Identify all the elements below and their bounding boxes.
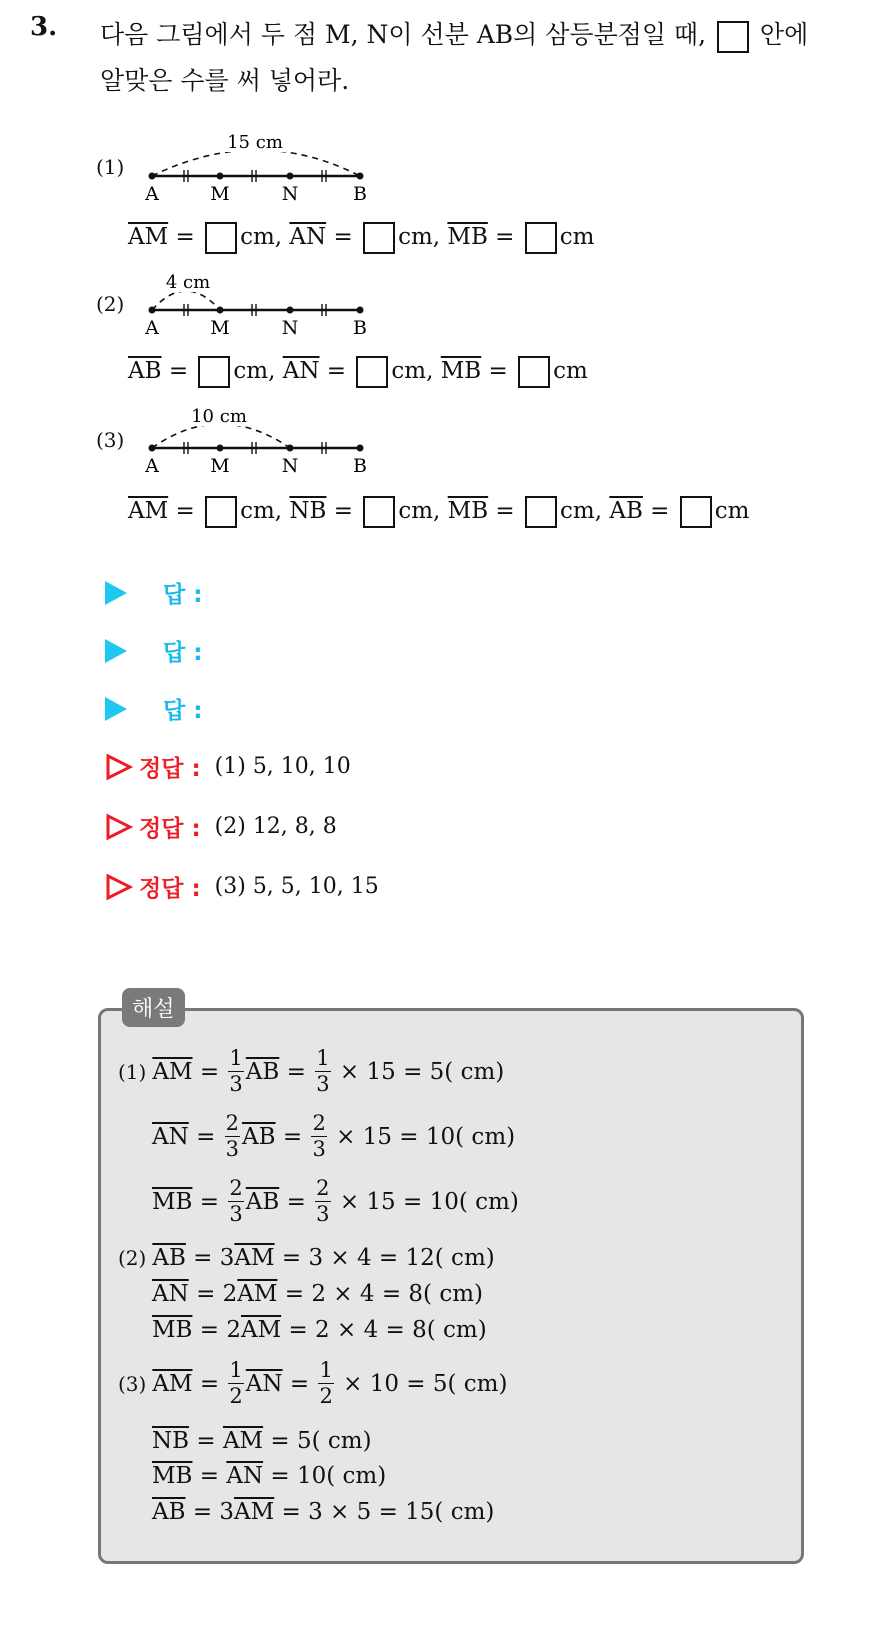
correct-value: (3) 5, 5, 10, 15 bbox=[214, 874, 379, 899]
segment-name: $\overline{AB}$ bbox=[128, 358, 162, 384]
point-a bbox=[149, 307, 156, 314]
answer-blank bbox=[525, 222, 557, 254]
point-n-label: N bbox=[281, 317, 299, 339]
answer-blank bbox=[205, 222, 237, 254]
segment-name: $\overline{AM}$ bbox=[128, 498, 169, 524]
solution-2-row-2: $\overline{AN}$ = 2 $\overline{AM}$ = 2 × 4 = 8( cm) bbox=[152, 1281, 483, 1307]
problem-2-figure bbox=[140, 264, 380, 342]
segment-name: $\overline{MB}$ bbox=[447, 224, 488, 250]
play-triangle-icon bbox=[105, 581, 127, 605]
answer-blank bbox=[680, 496, 712, 528]
point-b-label: B bbox=[353, 183, 367, 205]
question-line-2: 알맞은 수를 써 넣어라. bbox=[100, 66, 350, 95]
answer-blank bbox=[356, 356, 388, 388]
point-m-label: M bbox=[210, 183, 230, 205]
point-n bbox=[287, 173, 294, 180]
measure-arc bbox=[152, 291, 220, 310]
answer-row-1 bbox=[105, 576, 202, 609]
point-a-label: A bbox=[145, 455, 159, 477]
measure-label: 15 cm bbox=[227, 132, 283, 153]
answer-blank bbox=[198, 356, 230, 388]
measure-arc bbox=[152, 424, 290, 448]
problem-1-figure bbox=[140, 128, 380, 206]
question-number: 3. bbox=[30, 12, 58, 42]
answer-blank bbox=[518, 356, 550, 388]
point-b bbox=[357, 445, 364, 452]
solution-1-row-1: (1) $\overline{AM}$ = $\frac{1}{3}$ $\overline{AB}$ = $\frac{1}{3}$ × 15 = 5( cm) bbox=[118, 1046, 505, 1096]
point-m-label: M bbox=[210, 455, 230, 477]
correct-label: 정답 : bbox=[139, 876, 201, 902]
point-a-label: A bbox=[145, 317, 159, 339]
problem-1-label: (1) bbox=[96, 155, 125, 179]
correct-answer-row-3 bbox=[105, 870, 379, 903]
answer-blank bbox=[363, 496, 395, 528]
point-b bbox=[357, 173, 364, 180]
outline-triangle-icon bbox=[105, 753, 133, 781]
point-n bbox=[287, 445, 294, 452]
solution-3-row-4: $\overline{AB}$ = 3 $\overline{AM}$ = 3 × 5 = 15( cm) bbox=[152, 1499, 495, 1525]
solution-1-row-2: $\overline{AN}$ = $\frac{2}{3}$ $\overline{AB}$ = $\frac{2}{3}$ × 15 = 10( cm) bbox=[152, 1111, 516, 1161]
problem-2-equations: $\overline{AB}$ = cm, $\overline{AN}$ = cm, $\overline{MB}$ = cm bbox=[128, 356, 588, 388]
answer-blank bbox=[363, 222, 395, 254]
answer-row-3 bbox=[105, 692, 202, 725]
outline-triangle-icon bbox=[105, 873, 133, 901]
point-b-label: B bbox=[353, 317, 367, 339]
solution-1-row-3: $\overline{MB}$ = $\frac{2}{3}$ $\overline{AB}$ = $\frac{2}{3}$ × 15 = 10( cm) bbox=[152, 1176, 519, 1226]
blank-box bbox=[717, 21, 749, 53]
answer-blank bbox=[525, 496, 557, 528]
problem-3-equations: $\overline{AM}$ = cm, $\overline{NB}$ = cm, $\overline{MB}$ = cm, $\overline{AB}$ = cm bbox=[128, 496, 749, 528]
answer-blank bbox=[205, 496, 237, 528]
answer-row-2 bbox=[105, 634, 202, 667]
play-triangle-icon bbox=[105, 639, 127, 663]
point-b-label: B bbox=[353, 455, 367, 477]
measure-label: 4 cm bbox=[165, 272, 211, 293]
solution-2-row-1: (2) $\overline{AB}$ = 3 $\overline{AM}$ = 3 × 4 = 12( cm) bbox=[118, 1245, 495, 1271]
measure-label: 10 cm bbox=[191, 406, 247, 427]
question-line-1: 다음 그림에서 두 점 M, N이 선분 AB의 삼등분점일 때, bbox=[100, 20, 707, 49]
correct-label: 정답 : bbox=[139, 816, 201, 842]
point-m bbox=[217, 445, 224, 452]
point-n-label: N bbox=[281, 183, 299, 205]
problem-1-equations: $\overline{AM}$ = cm, $\overline{AN}$ = cm, $\overline{MB}$ = cm bbox=[128, 222, 594, 254]
correct-value: (2) 12, 8, 8 bbox=[214, 814, 337, 839]
point-n-label: N bbox=[281, 455, 299, 477]
point-m-label: M bbox=[210, 317, 230, 339]
solution-3-row-3: $\overline{MB}$ = $\overline{AN}$ = 10( cm) bbox=[152, 1463, 387, 1489]
point-n bbox=[287, 307, 294, 314]
segment-name: $\overline{NB}$ bbox=[289, 498, 327, 524]
outline-triangle-icon bbox=[105, 813, 133, 841]
segment-name: $\overline{AB}$ bbox=[609, 498, 643, 524]
segment-name: $\overline{AM}$ bbox=[128, 224, 169, 250]
point-b bbox=[357, 307, 364, 314]
question-text bbox=[100, 12, 860, 104]
point-m bbox=[217, 307, 224, 314]
segment-name: $\overline{MB}$ bbox=[447, 498, 489, 524]
point-a-label: A bbox=[145, 183, 159, 205]
segment-name: $\overline{AN}$ bbox=[289, 224, 327, 250]
problem-3-figure bbox=[140, 402, 380, 480]
segment-name: $\overline{AN}$ bbox=[282, 358, 320, 384]
explanation-tag: 해설 bbox=[122, 988, 185, 1027]
correct-answer-row-1 bbox=[105, 750, 351, 783]
point-a bbox=[149, 173, 156, 180]
play-triangle-icon bbox=[105, 697, 127, 721]
point-m bbox=[217, 173, 224, 180]
answer-label: 답 : bbox=[163, 640, 203, 666]
answer-label: 답 : bbox=[163, 582, 203, 608]
question-line-1-tail: 안에 bbox=[759, 20, 809, 49]
solution-2-row-3: $\overline{MB}$ = 2 $\overline{AM}$ = 2 × 4 = 8( cm) bbox=[152, 1317, 487, 1343]
solution-3-row-1: (3) $\overline{AM}$ = $\frac{1}{2}$ $\overline{AN}$ = $\frac{1}{2}$ × 10 = 5( cm) bbox=[118, 1358, 508, 1408]
correct-value: (1) 5, 10, 10 bbox=[214, 754, 351, 779]
segment-name: $\overline{MB}$ bbox=[440, 358, 482, 384]
correct-label: 정답 : bbox=[139, 756, 201, 782]
problem-3-label: (3) bbox=[96, 428, 125, 452]
answer-label: 답 : bbox=[163, 698, 203, 724]
point-a bbox=[149, 445, 156, 452]
correct-answer-row-2 bbox=[105, 810, 337, 843]
problem-2-label: (2) bbox=[96, 292, 125, 316]
solution-3-row-2: $\overline{NB}$ = $\overline{AM}$ = 5( cm) bbox=[152, 1428, 372, 1454]
